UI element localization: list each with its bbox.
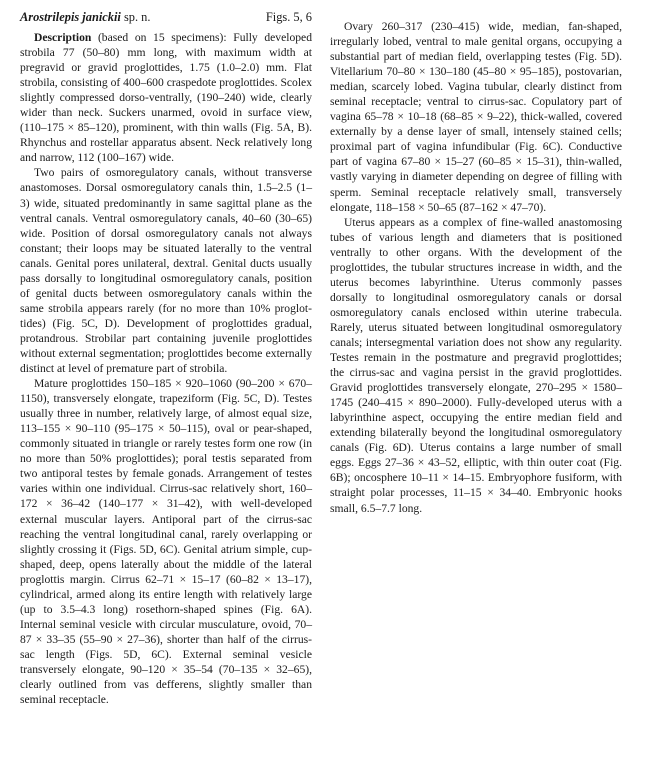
figure-reference: Figs. 5, 6 [265,10,312,24]
taxon-name: Arostrilepis janickii [20,10,121,24]
species-title [20,9,150,25]
description-paragraph [20,30,312,165]
description-text: (based on 15 specimens): Fully developed strobila 77 (50–80) mm long, with maximum width at pregravid or gravid proglottides, 1.75 (1.0–2.0) mm. Flat strobila, consisting of 400–600 craspedote proglottides. Scolex slightly compressed dorso-ventrally, (190–240) wide, clearly wider than neck. Suckers unarmed, ovoid in surface view, (110–175 × 85–120), prominent, with thin walls (Fig. 5A, B). Rhynchus and rostellar apparatus absent. Neck relatively long and narrow, 112 (100–167) wide. [20,31,312,165]
species-heading [20,9,312,25]
description-label: Description [34,31,92,44]
left-column [20,9,312,707]
taxon-status: sp. n. [120,10,151,24]
mature-proglottides-paragraph: Mature proglottides 150–185 × 920–1060 (90–200 × 670–1150), transversely elongate, trapeziform (Fig. 5C, D). Testes usually three in number, relatively large, of almost equal size, 113–155 × 90–110 (95–175 × 50–115), oval or pear-shaped, commonly situated in triangle or rarely testes form one row (in no more than 50% proglottides); poral testis separated from two antiporal testes by female gonads. Arrangement of testes varies within one individual. Cirrus-sac relatively short, 160–172 × 36–42 (140–177 × 31–42), with well-developed external muscular layers. Antiporal part of the cirrus-sac reaching the ventral longitudinal canal, rarely overlapping or slightly crossing it (Figs. 5D, 6C). Genital atrium simple, cup-shaped, deep, opens laterally about the middle of the lateral proglottis margin. Cirrus 62–71 × 15–17 (60–82 × 13–17), cylindrical, armed along its entire length with relatively large (up to 3.5–4.3 long) rosethorn-shaped spines (Fig. 6A). Internal seminal vesicle with circular musculature, ovoid, 70–87 × 33–35 (55–90 × 27–36), shorter than half of the cirrus-sac length (Figs. 5D, 6C). External seminal vesicle transversely elongate, 90–120 × 35–54 (70–135 × 32–65), clearly outlined from vas defferens, slightly smaller than seminal receptacle. [20,377,312,707]
right-column [330,19,622,516]
uterus-paragraph: Uterus appears as a complex of fine-walled anastomosing tubes of various length and diameters that is positioned ventrally to other organs. With the development of the proglottides, the tubular structures increase in width, and the uterus becomes labyrinthine. Uterus commonly passes dorsally to longitudinal osmoregulatory canals or dorsal osmoregulatory canals enclosed within uterine trabecula. Rarely, uterus situated between longitudinal osmoregulatory canals; intersegmental variation does not show any regularity. Testes remain in the postmature and pregravid proglottides; the cirrus-sac and vagina persist in the gravid proglottides. Gravid proglottides transversely elongate, 270–295 × 1580–1745 (240–415 × 890–2000). Fully-developed uterus with a labyrinthine aspect, occupying the entire median field and extending bilaterally beyond the longitudinal osmoregulatory canals (Fig. 6D). Uterus contains a large number of small eggs. Eggs 27–36 × 43–52, elliptic, with thin outer coat (Fig. 6B); oncosphere 10–11 × 14–15. Embryophore fusiform, with straight polar processes, 11–15 × 34–40. Embryonic hooks small, 6.5–7.7 long. [330,215,622,515]
osmoregulatory-canals-paragraph: Two pairs of osmoregulatory canals, without transverse anastomoses. Dorsal osmoregulatory canals thin, 1.5–2.5 (1–3) wide, situated predominantly in same sagittal plane as the ventral canals. Ventral osmoregulatory canals, 40–60 (30–65) wide. Position of dorsal osmoregulatory canals not always constant; their loops may be situated laterally to the ventral canals. Genital pores unilateral, dextral. Genital ducts usually pass dorsally to longitudinal osmoregulatory canals, position of genital ducts between osmoregulatory canals within the same strobila appears rarely (for no more than 10% proglottides) (Fig. 5C, D). Development of proglottides gradual, protandrous. Strobilar part containing juvenile proglottides without external segmentation; proglottides become externally distinct at level of premature part of strobila. [20,166,312,376]
ovary-paragraph: Ovary 260–317 (230–415) wide, median, fan-shaped, irregularly lobed, ventral to male genital organs, occupying a substantial part of median field, overlapping testes (Fig. 5D). Vitellarium 70–80 × 130–180 (45–80 × 95–185), postovarian, median, scarcely lobed. Vagina tubular, clearly distinct from seminal receptacle; ventral to cirrus-sac. Copulatory part of vagina 65–78 × 10–18 (68–85 × 9–22), thick-walled, covered externally by a dense layer of small, intensely stained cells; proximal part of vagina infundibular (Fig. 6C). Conductive part of vagina 67–80 × 15–27 (60–85 × 15–31), thin-walled, vastly varying in diameter depending on degree of filling with sperm. Seminal receptacle relatively small, transversely elongate, 118–158 × 50–65 (87–162 × 47–70). [330,20,622,214]
